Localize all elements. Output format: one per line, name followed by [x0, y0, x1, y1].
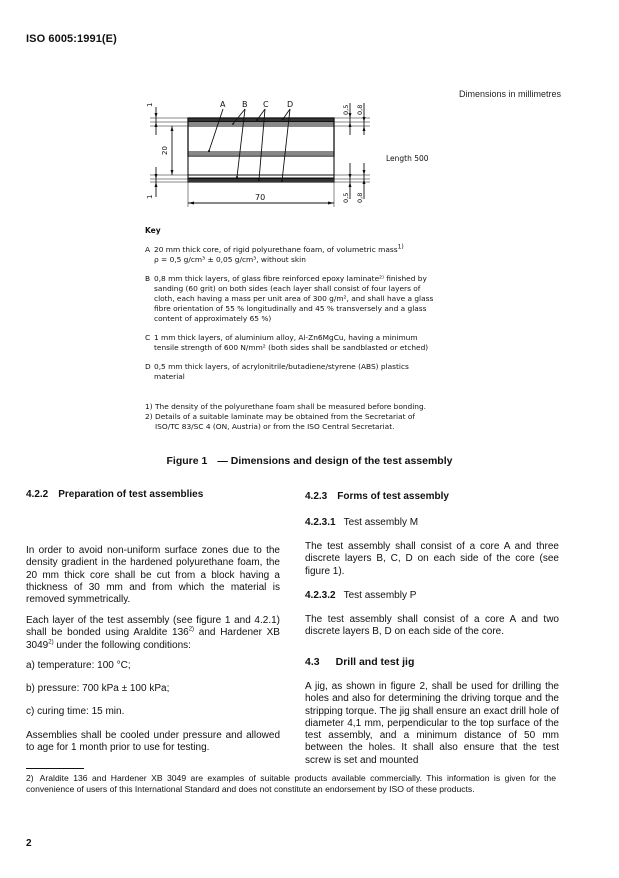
subsection-heading-4-2-3-2: 4.2.3.2 Test assembly P	[305, 590, 417, 601]
figure-1-drawing	[130, 95, 430, 220]
key-letter: B	[145, 274, 151, 283]
list-item-a: a) temperature: 100 °C;	[26, 660, 131, 671]
key-text: 1 mm thick layers, of aluminium alloy, Al-Zn6MgCu, having a minimum tensile strength of 600 N/mm² (both sides shall be sandblasted or etched)	[154, 333, 429, 352]
key-text: 0,5 mm thick layers, of acrylonitrile/butadiene/styrene (ABS) plastics material	[154, 362, 409, 381]
figure-caption	[0, 455, 619, 467]
key-text: 20 mm thick core, of rigid polyurethane foam, of volumetric mass	[154, 245, 398, 254]
dim-top-right-a: 0,5	[342, 104, 350, 115]
document-header: ISO 6005:1991(E)	[26, 33, 117, 45]
figure-footnote-1: 1) The density of the polyurethane foam shall be measured before bonding.	[145, 402, 427, 411]
figure-caption-text: — Dimensions and design of the test assembly	[217, 455, 453, 467]
paragraph: A jig, as shown in figure 2, shall be used for drilling the holes and also for determining the driving torque and the stripping torque. The jig shall ensure an exact drill hole of diameter 4,1 mm, perpendicular to the top surface of the test assembly, and a minimum distance of 50 mm between the holes. It shall also ensure that the test screw is set and mounted	[305, 681, 559, 766]
figure-footnote-2: 2) Details of a suitable laminate may be obtained from the Secretariat of ISO/TC 83/SC 4 (ON, Austria) or from the ISO Central Secretariat.	[145, 412, 415, 431]
page-footnote: 2) Araldite 136 and Hardener XB 3049 are examples of suitable products available commercially. This information is given for the convenience of users of this International Standard and does not constitute an endorsement by ISO of these products.	[26, 773, 556, 794]
dim-top-right-b: 0,8	[356, 104, 364, 115]
key-item-d	[145, 362, 435, 382]
key-text-density: ρ = 0,5 g/cm³ ± 0,05 g/cm³, without skin	[154, 255, 306, 264]
dim-core: 20	[161, 146, 169, 155]
subsection-heading-4-2-3-1: 4.2.3.1 Test assembly M	[305, 517, 419, 528]
key-letter: D	[145, 362, 151, 371]
key-item-a	[145, 245, 435, 265]
key-item-b	[145, 274, 435, 324]
footnote-ref: 1)	[397, 243, 404, 251]
section-heading-4-2-3: 4.2.3 Forms of test assembly	[305, 491, 449, 502]
dim-bottom-right-a: 0,5	[342, 192, 350, 203]
dim-bottom-right-b: 0,8	[356, 192, 364, 203]
list-item-c: c) curing time: 15 min.	[26, 706, 125, 717]
dimensions-note: Dimensions in millimetres	[459, 89, 562, 99]
paragraph: In order to avoid non-uniform surface zones due to the density gradient in the hardened polyurethane foam, the 20 mm thick core shall be cut from a block having a thickness of 30 mm and from which the material is removed symmetrically.	[26, 545, 280, 606]
list-item-b: b) pressure: 700 kPa ± 100 kPa;	[26, 683, 170, 694]
section-heading-4-2-2: 4.2.2 Preparation of test assemblies	[26, 489, 204, 500]
paragraph: Assemblies shall be cooled under pressure and allowed to age for 1 month prior to use for testing.	[26, 730, 280, 754]
figure-key	[145, 226, 435, 432]
section-heading-4-3: 4.3 Drill and test jig	[305, 656, 415, 668]
key-letter: A	[145, 245, 151, 254]
dim-top-left: 1	[146, 102, 154, 107]
paragraph: Each layer of the test assembly (see figure 1 and 4.2.1) shall be bonded using Araldite 136$^{2)}$ and Hardener XB 3049$^{2)}$ under the following conditions:	[26, 615, 280, 651]
key-letter: C	[145, 333, 151, 342]
label-a: A	[220, 100, 226, 109]
length-label: Length 500	[386, 154, 429, 163]
paragraph: The test assembly shall consist of a core A and two discrete layers B, D on each side of the core.	[305, 614, 559, 638]
label-d: D	[287, 100, 294, 109]
figure-caption-label: Figure 1	[166, 455, 208, 467]
page-number: 2	[26, 838, 32, 849]
key-title: Key	[145, 226, 161, 235]
key-text: 0,8 mm thick layers, of glass fibre reinforced epoxy laminate²⁾ finished by sanding (60 grit) on both sides (each layer shall consist of four layers of cloth, each having a mass per unit area of 300 g/m², and shall have a glass fibre orientation of 55 % longitudinally and 45 % transversely and a glass content of approximately 65 %)	[154, 274, 434, 323]
dim-bottom-left: 1	[146, 194, 154, 199]
paragraph: The test assembly shall consist of a core A and three discrete layers B, C, D on each side of the core (see figure 1).	[305, 541, 559, 577]
figure-footnotes	[145, 402, 435, 432]
dim-width: 70	[255, 193, 266, 202]
label-b: B	[242, 100, 248, 109]
footnote-divider	[26, 768, 84, 769]
key-item-c	[145, 333, 435, 353]
label-c: C	[263, 100, 269, 109]
